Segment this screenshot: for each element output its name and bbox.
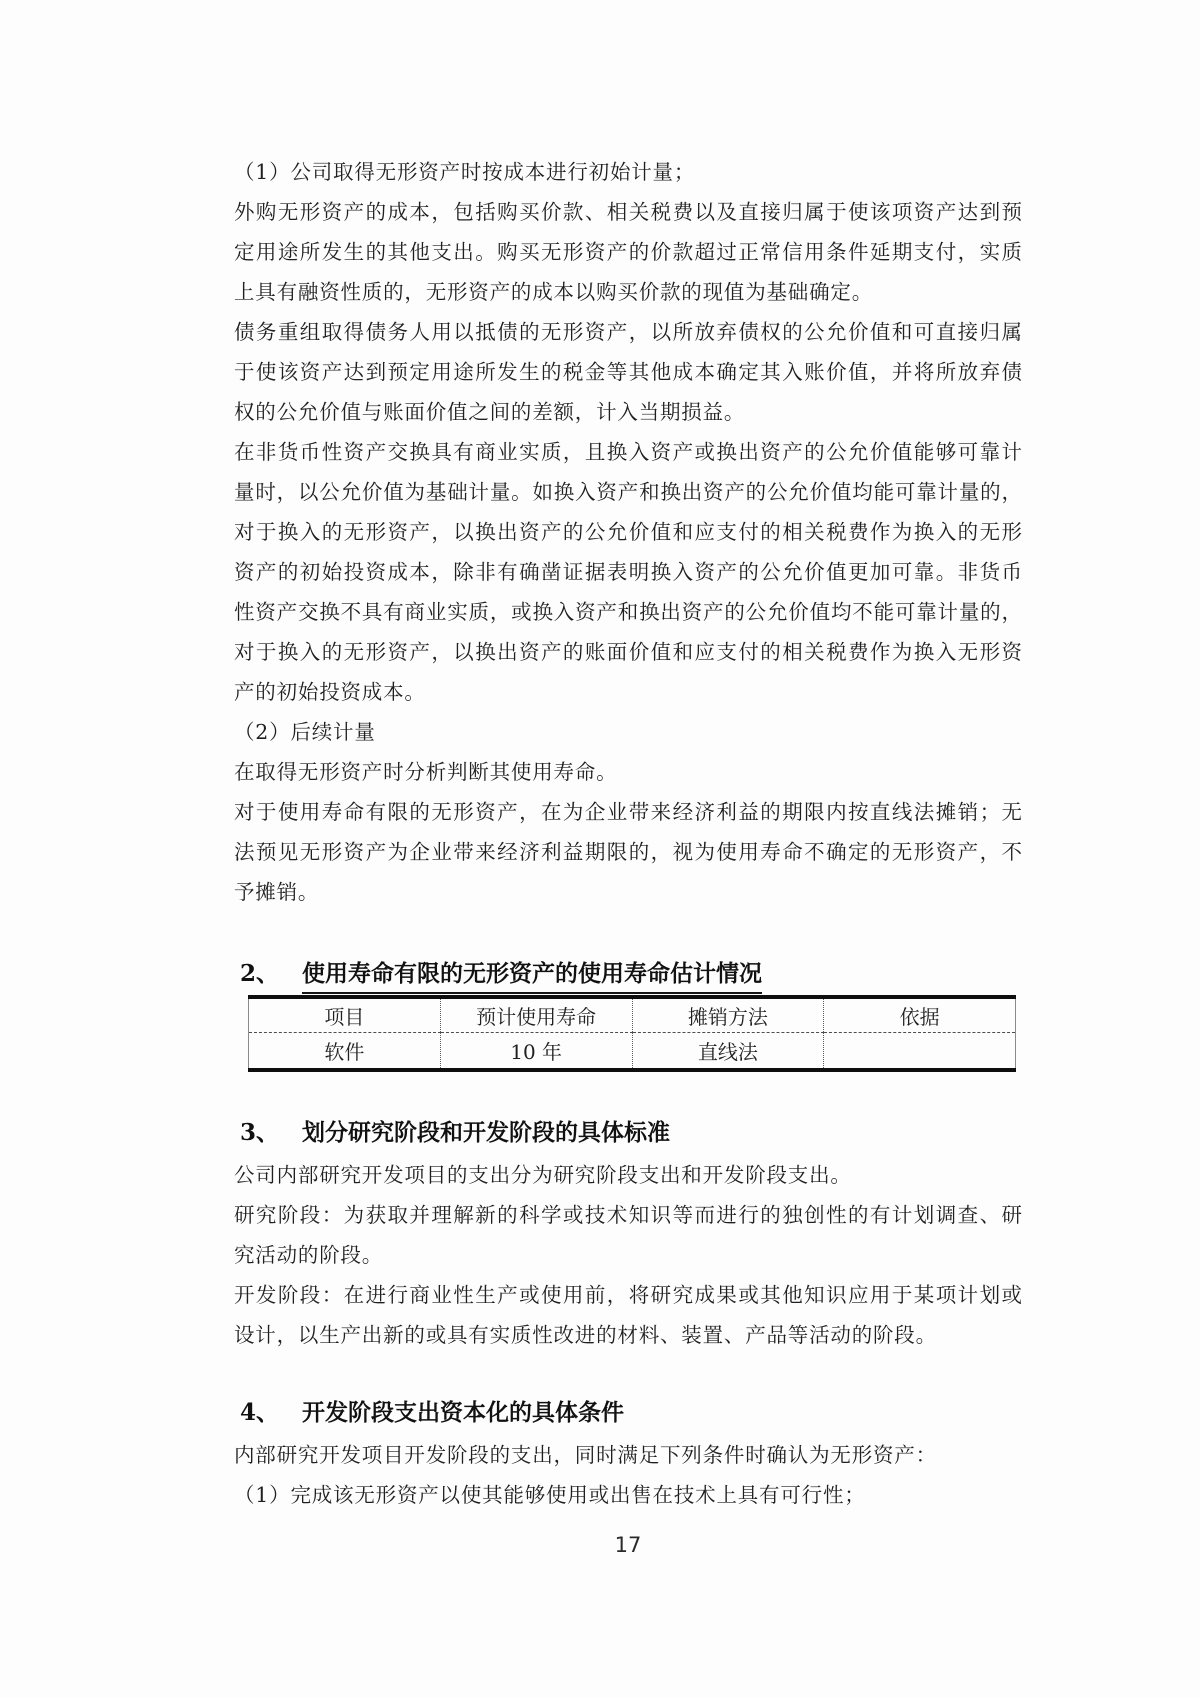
text-line: 在取得无形资产时分析判断其使用寿命。 xyxy=(234,760,618,784)
text-line: 研究阶段：为获取并理解新的科学或技术知识等而进行的独创性的有计划调查、研 xyxy=(234,1203,1022,1227)
section-3-number: 3、 xyxy=(240,1119,280,1146)
useful-life-table xyxy=(248,995,1016,1072)
text-line: 对于换入的无形资产，以换出资产的账面价值和应支付的相关税费作为换入无形资 xyxy=(234,640,1022,664)
table-row xyxy=(249,1033,1016,1071)
body-text-block xyxy=(234,152,1022,912)
text-line: 内部研究开发项目开发阶段的支出，同时满足下列条件时确认为无形资产： xyxy=(234,1443,937,1467)
text-line: 产的初始投资成本。 xyxy=(234,680,426,704)
text-line: （1）完成该无形资产以使其能够使用或出售在技术上具有可行性； xyxy=(234,1483,866,1507)
table-header-cell: 依据 xyxy=(824,997,1016,1033)
table-cell xyxy=(824,1033,1016,1071)
section-4-title: 开发阶段支出资本化的具体条件 xyxy=(302,1399,624,1426)
section-4-text-block xyxy=(234,1435,1022,1515)
text-line: （2）后续计量 xyxy=(234,720,376,744)
section-2-title: 使用寿命有限的无形资产的使用寿命估计情况 xyxy=(302,958,762,994)
text-line: 法预见无形资产为企业带来经济利益期限的，视为使用寿命不确定的无形资产，不 xyxy=(234,840,1022,864)
text-line: 性资产交换不具有商业实质，或换入资产和换出资产的公允价值均不能可靠计量的， xyxy=(234,600,1022,624)
text-line: 予摊销。 xyxy=(234,880,320,904)
text-line: 对于使用寿命有限的无形资产，在为企业带来经济利益的期限内按直线法摊销；无 xyxy=(234,800,1022,824)
table-header-cell: 预计使用寿命 xyxy=(440,997,632,1033)
text-line: 开发阶段：在进行商业性生产或使用前，将研究成果或其他知识应用于某项计划或 xyxy=(234,1283,1022,1307)
table-cell: 直线法 xyxy=(632,1033,824,1071)
text-line: 在非货币性资产交换具有商业实质，且换入资产或换出资产的公允价值能够可靠计 xyxy=(234,440,1022,464)
text-line: 究活动的阶段。 xyxy=(234,1243,384,1267)
text-line: 量时，以公允价值为基础计量。如换入资产和换出资产的公允价值均能可靠计量的， xyxy=(234,480,1022,504)
section-3-heading xyxy=(234,1117,1028,1149)
text-line: 债务重组取得债务人用以抵债的无形资产，以所放弃债权的公允价值和可直接归属 xyxy=(234,320,1022,344)
text-line: 定用途所发生的其他支出。购买无形资产的价款超过正常信用条件延期支付，实质 xyxy=(234,240,1022,264)
table-cell: 10 年 xyxy=(440,1033,632,1071)
text-line: 设计，以生产出新的或具有实质性改进的材料、装置、产品等活动的阶段。 xyxy=(234,1323,937,1347)
section-2-heading xyxy=(234,958,1028,990)
text-line: 资产的初始投资成本，除非有确凿证据表明换入资产的公允价值更加可靠。非货币 xyxy=(234,560,1022,584)
text-line: 外购无形资产的成本，包括购买价款、相关税费以及直接归属于使该项资产达到预 xyxy=(234,200,1022,224)
table-header-row xyxy=(249,997,1016,1033)
page-number: 17 xyxy=(614,1533,642,1557)
text-line: 上具有融资性质的，无形资产的成本以购买价款的现值为基础确定。 xyxy=(234,280,873,304)
text-line: 公司内部研究开发项目的支出分为研究阶段支出和开发阶段支出。 xyxy=(234,1163,852,1187)
section-4-heading xyxy=(234,1397,1028,1429)
text-line: 对于换入的无形资产，以换出资产的公允价值和应支付的相关税费作为换入的无形 xyxy=(234,520,1022,544)
section-3-title: 划分研究阶段和开发阶段的具体标准 xyxy=(302,1119,670,1146)
section-2-number: 2、 xyxy=(240,960,280,987)
text-line: 权的公允价值与账面价值之间的差额，计入当期损益。 xyxy=(234,400,746,424)
table-cell: 软件 xyxy=(324,1040,365,1064)
section-3-text-block xyxy=(234,1155,1022,1355)
table-header-cell: 项目 xyxy=(249,997,441,1033)
text-line: 于使该资产达到预定用途所发生的税金等其他成本确定其入账价值，并将所放弃债 xyxy=(234,360,1022,384)
section-4-number: 4、 xyxy=(240,1399,280,1426)
table-header-cell: 摊销方法 xyxy=(632,997,824,1033)
text-line: （1）公司取得无形资产时按成本进行初始计量； xyxy=(234,160,696,184)
